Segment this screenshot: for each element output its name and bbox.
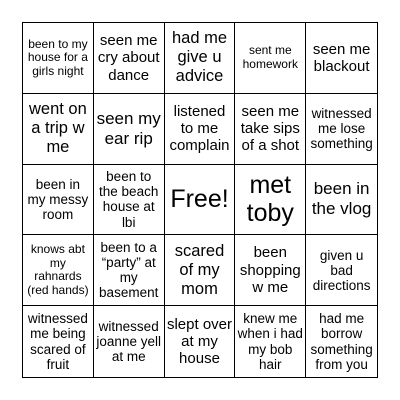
bingo-cell-text: been in the vlog bbox=[311, 179, 372, 219]
bingo-cell-r5c3[interactable] bbox=[165, 306, 236, 377]
bingo-cell-text: been to a “party” at my basement bbox=[99, 240, 159, 301]
bingo-cell-r2c5[interactable] bbox=[306, 94, 377, 165]
bingo-cell-r1c3[interactable] bbox=[165, 23, 236, 94]
bingo-cell-text: Free! bbox=[170, 185, 229, 214]
bingo-cell-r3c5[interactable] bbox=[306, 165, 377, 236]
bingo-cell-text: seen me take sips of a shot bbox=[240, 102, 300, 155]
bingo-cell-r2c3[interactable] bbox=[165, 94, 236, 165]
bingo-cell-text: met toby bbox=[246, 171, 294, 228]
bingo-cell-text: seen me cry about dance bbox=[97, 32, 160, 84]
bingo-cell-r1c4[interactable] bbox=[235, 23, 306, 94]
bingo-cell-text: witnessed me being scared of fruit bbox=[27, 311, 88, 372]
bingo-cell-text: witnessed joanne yell at me bbox=[96, 318, 161, 365]
bingo-cell-text: given u bad directions bbox=[312, 247, 371, 293]
bingo-cell-r5c1[interactable] bbox=[23, 306, 94, 377]
bingo-cell-r1c1[interactable] bbox=[23, 23, 94, 94]
bingo-cell-text: been in my messy room bbox=[27, 176, 89, 223]
bingo-cell-text: seen my ear rip bbox=[96, 108, 161, 148]
bingo-cell-r2c1[interactable] bbox=[23, 94, 94, 165]
bingo-cell-r5c4[interactable] bbox=[235, 306, 306, 377]
bingo-cell-r5c2[interactable] bbox=[94, 306, 165, 377]
bingo-cell-text: had me borrow something from you bbox=[310, 311, 373, 372]
bingo-cell-r3c1[interactable] bbox=[23, 165, 94, 236]
bingo-cell-text: had me give u advice bbox=[171, 29, 228, 86]
bingo-cell-text: been shopping w me bbox=[239, 244, 301, 296]
bingo-cell-r2c2[interactable] bbox=[94, 94, 165, 165]
bingo-cell-r4c3[interactable] bbox=[165, 235, 236, 306]
bingo-cell-text: been to the beach house at lbi bbox=[99, 169, 159, 230]
bingo-cell-text: seen me blackout bbox=[312, 40, 371, 75]
bingo-cell-text: slept over at my house bbox=[166, 315, 233, 368]
bingo-cell-text: knew me when i had my bob hair bbox=[237, 311, 303, 372]
bingo-cell-r2c4[interactable] bbox=[235, 94, 306, 165]
bingo-cell-r3c2[interactable] bbox=[94, 165, 165, 236]
bingo-cell-text: went on a trip w me bbox=[29, 100, 87, 157]
bingo-cell-text: been to my house for a girls night bbox=[27, 36, 88, 78]
bingo-cell-r4c1[interactable] bbox=[23, 235, 94, 306]
bingo-cell-r3c4[interactable] bbox=[235, 165, 306, 236]
bingo-board bbox=[22, 22, 378, 378]
bingo-cell-text: knows abt my rahnards (red hands) bbox=[27, 242, 89, 297]
bingo-cell-r4c5[interactable] bbox=[306, 235, 377, 306]
bingo-cell-r1c2[interactable] bbox=[94, 23, 165, 94]
bingo-cell-r4c2[interactable] bbox=[94, 235, 165, 306]
bingo-cell-text: witnessed me lose something bbox=[310, 106, 373, 152]
bingo-free-space[interactable] bbox=[165, 165, 236, 236]
bingo-cell-r5c5[interactable] bbox=[306, 306, 377, 377]
bingo-cell-text: listened to me complain bbox=[169, 102, 230, 155]
bingo-cell-r4c4[interactable] bbox=[235, 235, 306, 306]
bingo-cell-r1c5[interactable] bbox=[306, 23, 377, 94]
bingo-cell-text: sent me homework bbox=[242, 43, 298, 71]
bingo-cell-text: scared of my mom bbox=[174, 241, 225, 298]
